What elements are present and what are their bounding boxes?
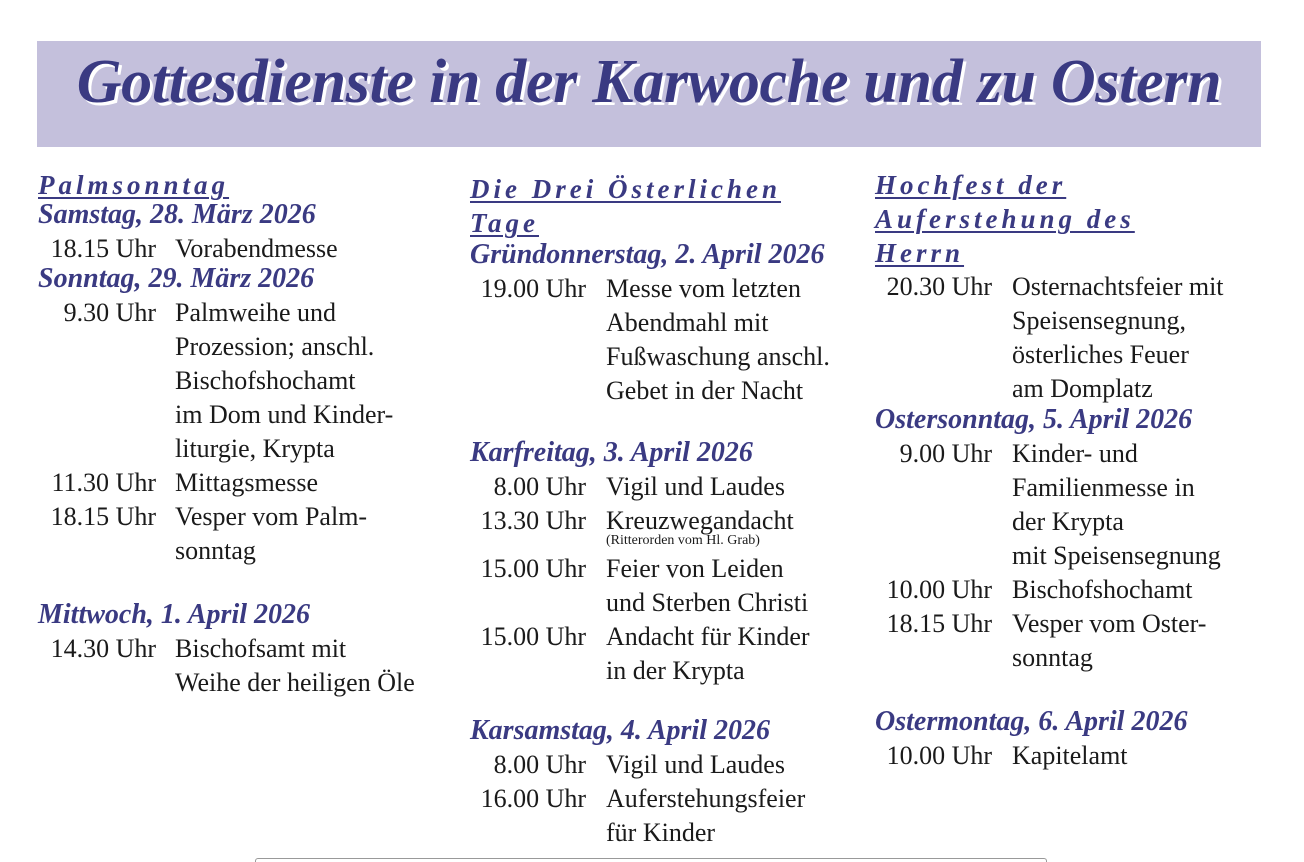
- service-note: (Ritterorden vom Hl. Grab): [606, 533, 760, 548]
- day-heading: Ostersonntag, 5. April 2026: [875, 404, 1193, 435]
- page-title: Gottesdienste in der Karwoche und zu Ostern: [76, 48, 1222, 116]
- day-heading: Ostermontag, 6. April 2026: [875, 706, 1188, 737]
- service-entry: [470, 748, 870, 782]
- service-description: Auferstehungsfeier für Kinder: [606, 784, 806, 847]
- section-title: Die Drei Österlichen Tage: [470, 174, 781, 238]
- service-description: Kapitelamt: [1012, 741, 1128, 770]
- service-entry: [875, 573, 1285, 607]
- service-description: Vesper vom Palm- sonntag: [175, 502, 368, 565]
- service-time: 18.15 Uhr: [886, 609, 992, 638]
- service-entry: [470, 272, 870, 408]
- section-title: Palmsonntag: [38, 170, 230, 200]
- service-description: Vigil und Laudes: [606, 472, 785, 501]
- service-entry: [38, 632, 448, 700]
- service-time: 15.00 Uhr: [480, 554, 586, 583]
- service-description: Palmweihe und Prozession; anschl. Bischofshochamt im Dom und Kinder- liturgie, Krypta: [175, 298, 394, 463]
- service-description: Kreuzwegandacht (Ritterorden vom Hl. Grab): [606, 506, 794, 548]
- service-time: 10.00 Uhr: [886, 575, 992, 604]
- service-entry: [875, 607, 1285, 675]
- service-time: 18.15 Uhr: [50, 502, 156, 531]
- service-description: Andacht für Kinder in der Krypta: [606, 622, 810, 685]
- service-time: 9.30 Uhr: [63, 298, 156, 327]
- service-time: 8.00 Uhr: [493, 472, 586, 501]
- day-heading: Mittwoch, 1. April 2026: [38, 599, 311, 630]
- service-time: 10.00 Uhr: [886, 741, 992, 770]
- service-time: 11.30 Uhr: [51, 468, 156, 497]
- service-description: Vesper vom Oster- sonntag: [1012, 609, 1207, 672]
- service-entry: [875, 739, 1285, 773]
- service-description: Bischofsamt mit Weihe der heiligen Öle: [175, 634, 415, 697]
- service-entry: [875, 437, 1285, 573]
- day-heading: Karsamstag, 4. April 2026: [470, 715, 771, 746]
- day-heading: Samstag, 28. März 2026: [38, 199, 316, 230]
- service-entry: [470, 470, 870, 504]
- service-time: 8.00 Uhr: [493, 750, 586, 779]
- service-time: 19.00 Uhr: [480, 274, 586, 303]
- service-description: Messe vom letzten Abendmahl mit Fußwaschung anschl. Gebet in der Nacht: [606, 274, 830, 405]
- service-entry: [875, 270, 1285, 406]
- column-hochfest-auferstehung: [875, 168, 1285, 773]
- service-description: Feier von Leiden und Sterben Christi: [606, 554, 809, 617]
- service-entry: [38, 466, 448, 500]
- service-description: Osternachtsfeier mit Speisensegnung, österliches Feuer am Domplatz: [1012, 272, 1224, 403]
- day-heading: Sonntag, 29. März 2026: [38, 263, 315, 294]
- service-time: 15.00 Uhr: [480, 622, 586, 651]
- service-time: 16.00 Uhr: [480, 784, 586, 813]
- day-heading: Gründonnerstag, 2. April 2026: [470, 239, 825, 270]
- day-heading: Karfreitag, 3. April 2026: [470, 437, 753, 468]
- service-entry: [470, 782, 870, 850]
- service-time: 20.30 Uhr: [886, 272, 992, 301]
- page-edge-frame: [255, 858, 1047, 862]
- section-title: Hochfest der Auferstehung des Herrn: [875, 170, 1135, 268]
- service-entry: [38, 500, 448, 568]
- service-description: Mittagsmesse: [175, 468, 318, 497]
- service-description: Kinder- und Familienmesse in der Krypta mit Speisensegnung: [1012, 439, 1221, 570]
- service-description: Vigil und Laudes: [606, 750, 785, 779]
- service-time: 9.00 Uhr: [899, 439, 992, 468]
- service-description: Bischofshochamt: [1012, 575, 1193, 604]
- column-drei-oesterliche-tage: [470, 172, 870, 850]
- service-description: Vorabendmesse: [175, 234, 338, 263]
- service-entry: [470, 552, 870, 620]
- service-time: 18.15 Uhr: [50, 234, 156, 263]
- column-palmsonntag: [38, 168, 448, 700]
- service-entry: [470, 620, 870, 688]
- service-time: 14.30 Uhr: [50, 634, 156, 663]
- service-entry: [38, 296, 448, 466]
- title-banner: [37, 41, 1261, 147]
- service-entry: [470, 504, 870, 552]
- service-entry: [38, 232, 448, 266]
- service-time: 13.30 Uhr: [480, 506, 586, 535]
